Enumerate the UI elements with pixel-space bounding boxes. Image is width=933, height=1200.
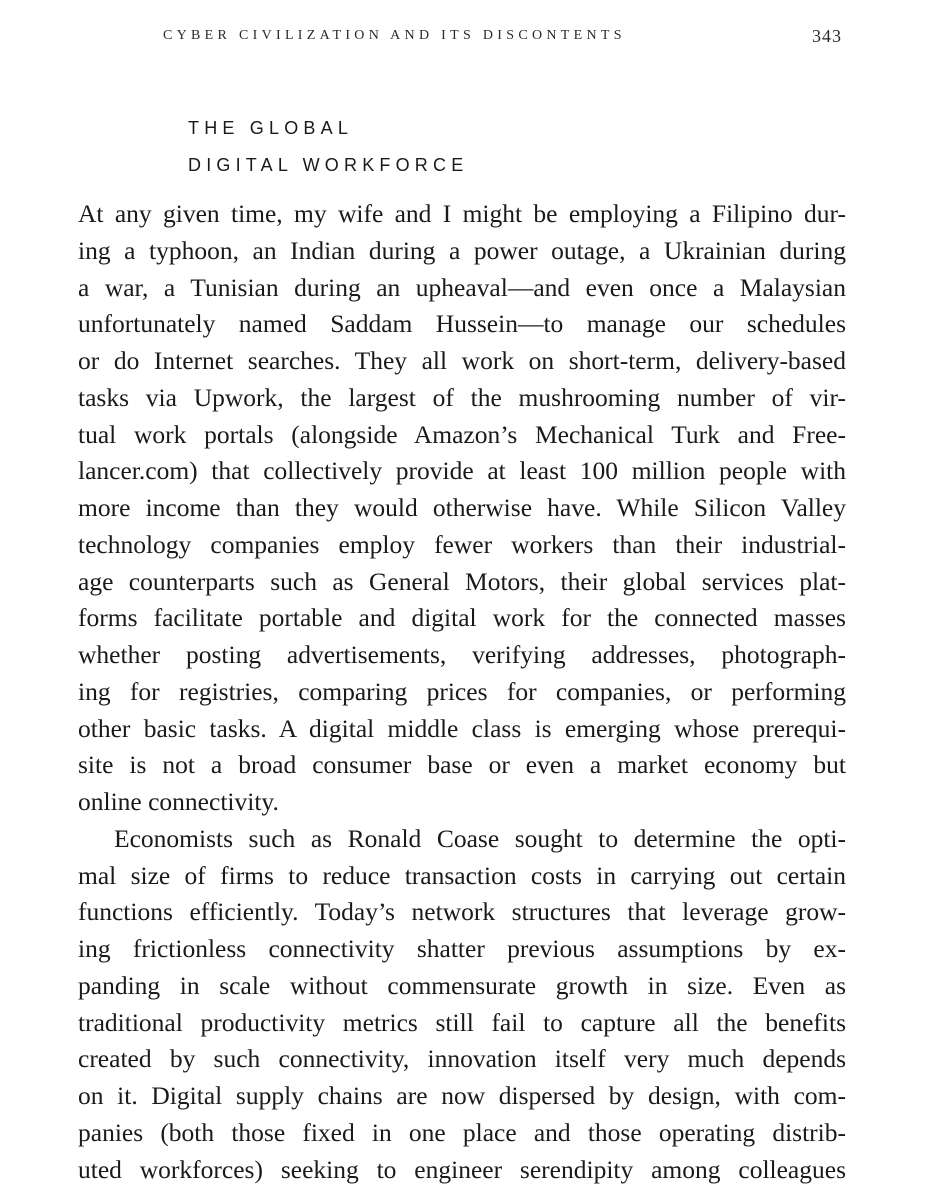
text-line: functions efficiently. Today’s network structures that leverage grow- — [78, 897, 846, 927]
section-heading — [188, 110, 468, 184]
text-line: Economists such as Ronald Coase sought to determine the opti- — [114, 823, 846, 853]
text-line: forms facilitate portable and digital work for the connected masses — [78, 603, 846, 633]
text-line: tual work portals (alongside Amazon’s Mechanical Turk and Free- — [78, 419, 846, 449]
text-line: more income than they would otherwise have. While Silicon Valley — [78, 493, 846, 522]
text-line: or do Internet searches. They all work on short-term, delivery-based — [78, 346, 846, 375]
text-line: tasks via Upwork, the largest of the mushrooming number of vir- — [78, 382, 846, 412]
running-header — [0, 26, 933, 50]
text-line: panding in scale without commensurate growth in size. Even as — [78, 970, 846, 1000]
section-heading-line-2: DIGITAL WORKFORCE — [188, 155, 469, 175]
text-line: site is not a broad consumer base or even a market economy but — [78, 750, 846, 780]
paragraph-2 — [78, 821, 846, 1189]
text-line: lancer.com) that collectively provide at least 100 million people with — [78, 456, 846, 486]
text-line: ing a typhoon, an Indian during a power outage, a Ukrainian during — [78, 235, 846, 265]
text-line: At any given time, my wife and I might be employing a Filipino dur- — [78, 199, 846, 228]
text-line: other basic tasks. A digital middle class is emerging whose prerequi- — [78, 713, 846, 743]
text-line: created by such connectivity, innovation itself very much depends — [78, 1044, 846, 1074]
text-line: traditional productivity metrics still fail to capture all the benefits — [78, 1007, 846, 1037]
text-line: ing frictionless connectivity shatter previous assumptions by ex- — [78, 934, 846, 963]
text-line: on it. Digital supply chains are now dispersed by design, with com- — [78, 1081, 846, 1110]
text-line: mal size of firms to reduce transaction costs in carrying out certain — [78, 860, 846, 890]
text-line: uted workforces) seeking to engineer serendipity among colleagues — [78, 1154, 846, 1184]
text-line: online connectivity. — [78, 787, 279, 816]
text-line: age counterparts such as General Motors, their global services plat- — [78, 566, 846, 596]
running-title: CYBER CIVILIZATION AND ITS DISCONTENTS — [163, 28, 626, 43]
page-number: 343 — [812, 26, 842, 46]
text-line: unfortunately named Saddam Hussein—to manage our schedules — [78, 309, 846, 339]
text-line: panies (both those fixed in one place and those operating distrib- — [78, 1117, 846, 1147]
body-text — [78, 196, 846, 1188]
text-line: whether posting advertisements, verifying addresses, photograph- — [78, 640, 846, 669]
section-heading-line-1: THE GLOBAL — [188, 118, 354, 138]
text-line: ing for registries, comparing prices for companies, or performing — [78, 676, 846, 706]
paragraph-1 — [78, 196, 846, 821]
text-line: technology companies employ fewer workers than their industrial- — [78, 529, 846, 559]
text-line: a war, a Tunisian during an upheaval—and even once a Malaysian — [78, 272, 846, 302]
